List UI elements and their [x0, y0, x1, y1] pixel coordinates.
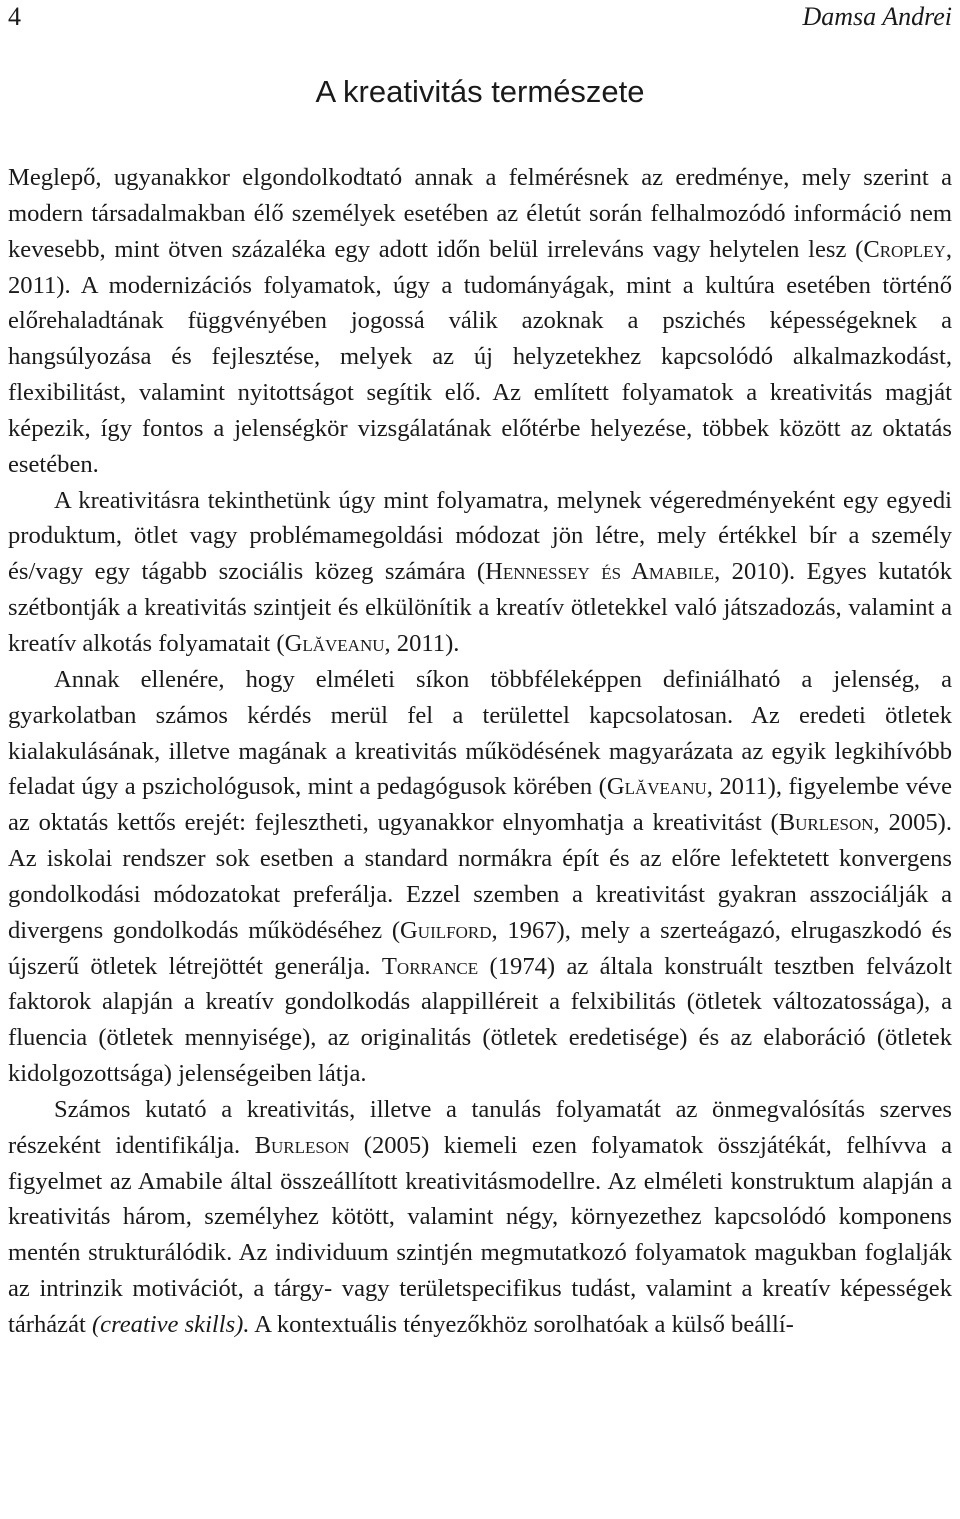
- text-run: Számos kutató a kreativitás, illetve a tanulás folyamatát az önmegvalósítás szerves részeként identifikálja.: [8, 1095, 952, 1159]
- text-run: A kreativitásra tekinthetünk úgy mint folyamatra, melynek végeredményeként egy egyedi produktum, ötlet vagy problémamegoldási módozat jön létre, mely értékkel bír a személy és/vagy egy tágabb szociális közeg számára (: [8, 486, 952, 586]
- citation-author: Glăveanu: [606, 773, 707, 801]
- chapter-title: A kreativitás természete: [315, 74, 645, 109]
- text-run: (2005) kiemeli ezen folyamatok összjátékát, felhívva a figyelmet az Amabile által összeállított kreativitásmodellre. Az elméleti konstruktum alapján a kreativitás három, személyhez kötött, valamint négy, környezethez kapcsolódó komponens mentén strukturálódik. Az individuum szintjén megmutatkozó folyamatok magukban foglalják az intrinzik motivációt, a tárgy- vagy területspecifikus tudást, valamint a kreatív képességek tárházát: [8, 1131, 952, 1338]
- paragraph: [8, 160, 952, 483]
- citation-author: Burleson: [254, 1131, 350, 1159]
- paragraph: [8, 1092, 952, 1343]
- citation-author: Guilford: [400, 916, 492, 944]
- text-run: , 2011).: [384, 629, 460, 657]
- paragraph: [8, 662, 952, 1092]
- text-run: , 2011), figyelembe véve az oktatás kettős erejét: fejlesztheti, ugyanakkor elnyomhatja a kreativitást (: [8, 773, 952, 837]
- text-run: , 2011). A modernizációs folyamatok, úgy a tudományágak, mint a kultúra esetében történő előrehaladtának függvényében jogossá válik azoknak a pszichés képességeknek a hangsúlyozása és fejlesztése, melyek az új helyzetekhez kapcsolódó alkalmazkodást, flexibilitást, valamint nyitottságot segítik elő. Az említett folyamatok a kreativitás magját képezik, így fontos a jelenségkör vizsgálatának előtérbe helyezése, többek között az oktatás esetében.: [8, 235, 952, 478]
- citation-author: Cropley: [863, 235, 946, 263]
- text-run: Annak ellenére, hogy elméleti síkon többféleképpen definiálható a jelenség, a gyarkolatban számos kérdés merül fel a területtel kapcsolatosan. Az eredeti ötletek kialakulásának, illetve magának a kreativitás működésének magyarázata az egyik legkihívóbb feladat úgy a pszichológusok, mint a pedagógusok körében (: [8, 665, 952, 801]
- running-author: Damsa Andrei: [802, 2, 952, 31]
- running-header: [8, 2, 952, 36]
- body-text: [8, 160, 952, 1343]
- paragraph: [8, 483, 952, 662]
- text-run: (1974) az általa konstruált tesztben felvázolt faktorok alapján a kreatív gondolkodás alappilléreit a felxibilitás (ötletek változatossága), a fluencia (ötletek mennyisége), az originalitás (ötletek eredetisége) és az elaboráció (ötletek kidolgozottsága) jelenségeiben látja.: [8, 952, 952, 1088]
- citation-author: Torrance: [381, 952, 479, 980]
- citation-author: Glăveanu: [284, 629, 385, 657]
- citation-author: Burleson: [778, 809, 874, 837]
- text-run: , 2005). Az iskolai rendszer sok esetben a standard normákra épít és az előre lefektetett konvergens gondolkodási módozatokat preferálja. Ezzel szemben a kreativitást gyakran asszociálják a divergens gondolkodás működéséhez (: [8, 809, 952, 944]
- text-run: , 2010). Egyes kutatók szétbontják a kreativitás szintjeit és elkülönítik a kreatív ötletekkel való játszadozás, valamint a kreatív alkotás folyamatait (: [8, 558, 952, 657]
- page-number: 4: [8, 2, 21, 31]
- italic-term: (creative skills).: [91, 1311, 250, 1338]
- text-run: Meglepő, ugyanakkor elgondolkodtató annak a felmérésnek az eredménye, mely szerint a modern társadalmakban élő személyek esetében az életút során felhalmozódó információ nem kevesebb, mint ötven százaléka egy adott időn belül irreleváns vagy helytelen lesz (: [8, 164, 952, 263]
- citation-author: Hennessey és Amabile: [485, 558, 715, 586]
- text-run: , 1967), mely a szerteágazó, elrugaszkodó és újszerű ötletek létrejöttét generálja.: [8, 916, 952, 980]
- text-run: A kontextuális tényezőkhöz sorolhatóak a külső beállí-: [249, 1311, 794, 1338]
